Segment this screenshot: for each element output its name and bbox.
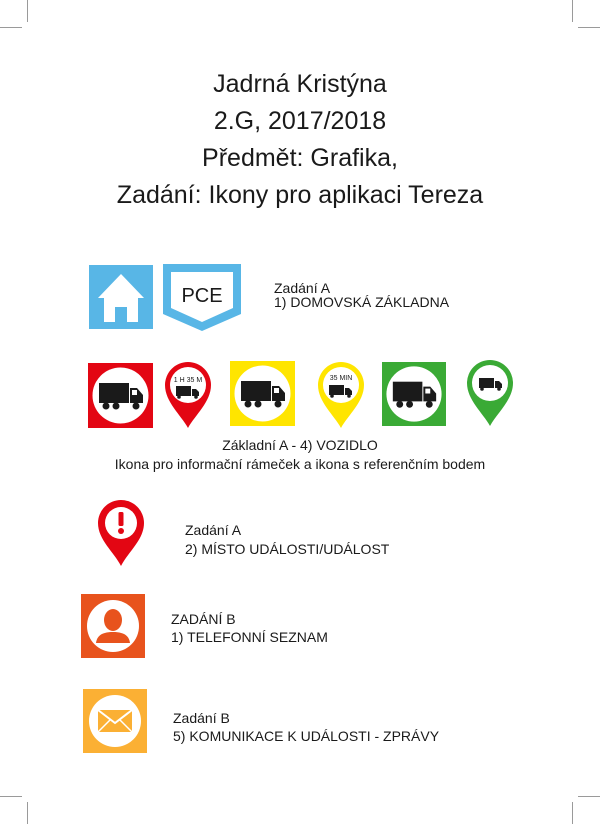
class-year: 2.G, 2017/2018 <box>213 107 387 135</box>
person-icon <box>81 594 145 658</box>
crop-mark <box>27 0 28 22</box>
messages-title: Zadání B <box>173 710 230 726</box>
crop-mark <box>572 802 573 824</box>
map-pin-icon-green <box>465 358 515 428</box>
event-title: Zadání A <box>185 522 242 538</box>
pin-yellow-time: 35 MIN <box>329 375 353 382</box>
pin-red-time: 1 H 35 M <box>173 377 203 384</box>
truck-icon-green <box>382 362 446 426</box>
event-subtitle: 2) MÍSTO UDÁLOSTI/UDÁLOST <box>185 541 390 557</box>
messages-subtitle: 5) KOMUNIKACE K UDÁLOSTI - ZPRÁVY <box>173 728 440 744</box>
phone-title: ZADÁNÍ B <box>171 611 236 627</box>
author-name: Jadrná Kristýna <box>213 70 387 98</box>
subject-line: Předmět: Grafika, <box>202 144 398 172</box>
map-pin-icon-red <box>163 360 213 430</box>
phone-subtitle: 1) TELEFONNÍ SEZNAM <box>171 629 328 645</box>
shield-badge-icon <box>163 264 241 331</box>
house-icon <box>89 265 153 329</box>
alert-pin-icon <box>97 500 145 568</box>
assignment-line: Zadání: Ikony pro aplikaci Tereza <box>116 181 484 209</box>
vehicle-caption-desc: Ikona pro informační rámeček a ikona s referenčním bodem <box>114 456 486 472</box>
badge-text: PCE <box>181 285 223 307</box>
crop-mark <box>27 802 28 824</box>
crop-mark <box>578 796 600 797</box>
truck-icon-yellow <box>230 361 295 426</box>
crop-mark <box>0 27 22 28</box>
home-title: Zadání A <box>274 280 331 296</box>
vehicle-caption-title: Základní A - 4) VOZIDLO <box>222 437 378 453</box>
envelope-icon <box>83 689 147 753</box>
crop-mark <box>578 27 600 28</box>
crop-mark <box>0 796 22 797</box>
document-header <box>0 66 600 214</box>
home-subtitle: 1) DOMOVSKÁ ZÁKLADNA <box>274 294 450 310</box>
crop-mark <box>572 0 573 22</box>
truck-icon-red <box>88 363 153 428</box>
map-pin-icon-yellow <box>316 360 366 430</box>
